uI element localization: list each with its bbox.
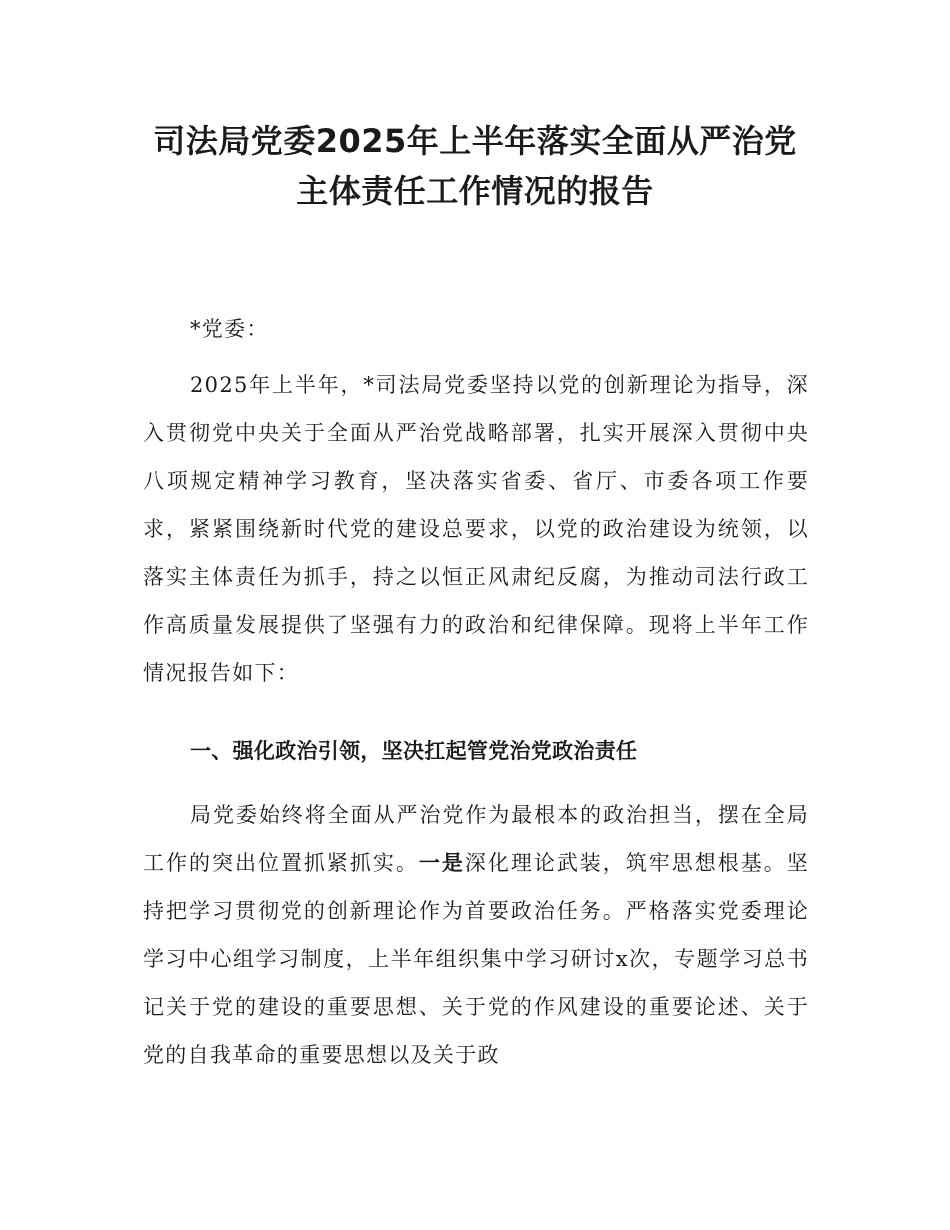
salutation: *党委：: [190, 317, 269, 341]
paragraph-section-1-emphasis: 一是: [418, 851, 465, 875]
document-title-line-2: 主体责任工作情况的报告: [296, 172, 654, 210]
paragraph-section-1: [143, 791, 809, 1079]
document-title-line-1: 司法局党委2025年上半年落实全面从严治党: [153, 122, 797, 160]
section-heading-1: 一、强化政治引领，坚决扛起管党治党政治责任: [190, 739, 638, 763]
paragraph-section-1-text-a: 局党委始终将全面从严治党作为最根本的政治担当，摆在全局工作的突出位置抓紧抓实。: [143, 803, 809, 875]
paragraph-section-1-text-b: 深化理论武装，筑牢思想根基。坚持把学习贯彻党的创新理论作为首要政治任务。严格落实党委理论学习中心组学习制度，上半年组织集中学习研讨x次，专题学习总书记关于党的建设的重要思想、关于党的作风建设的重要论述、关于党的自我革命的重要思想以及关于政: [143, 851, 809, 1067]
paragraph-intro: 2025年上半年，*司法局党委坚持以党的创新理论为指导，深入贯彻党中央关于全面从严治党战略部署，扎实开展深入贯彻中央八项规定精神学习教育，坚决落实省委、省厅、市委各项工作要求，紧紧围绕新时代党的建设总要求，以党的政治建设为统领，以落实主体责任为抓手，持之以恒正风肃纪反腐，为推动司法行政工作高质量发展提供了坚强有力的政治和纪律保障。现将上半年工作情况报告如下：: [143, 373, 809, 685]
